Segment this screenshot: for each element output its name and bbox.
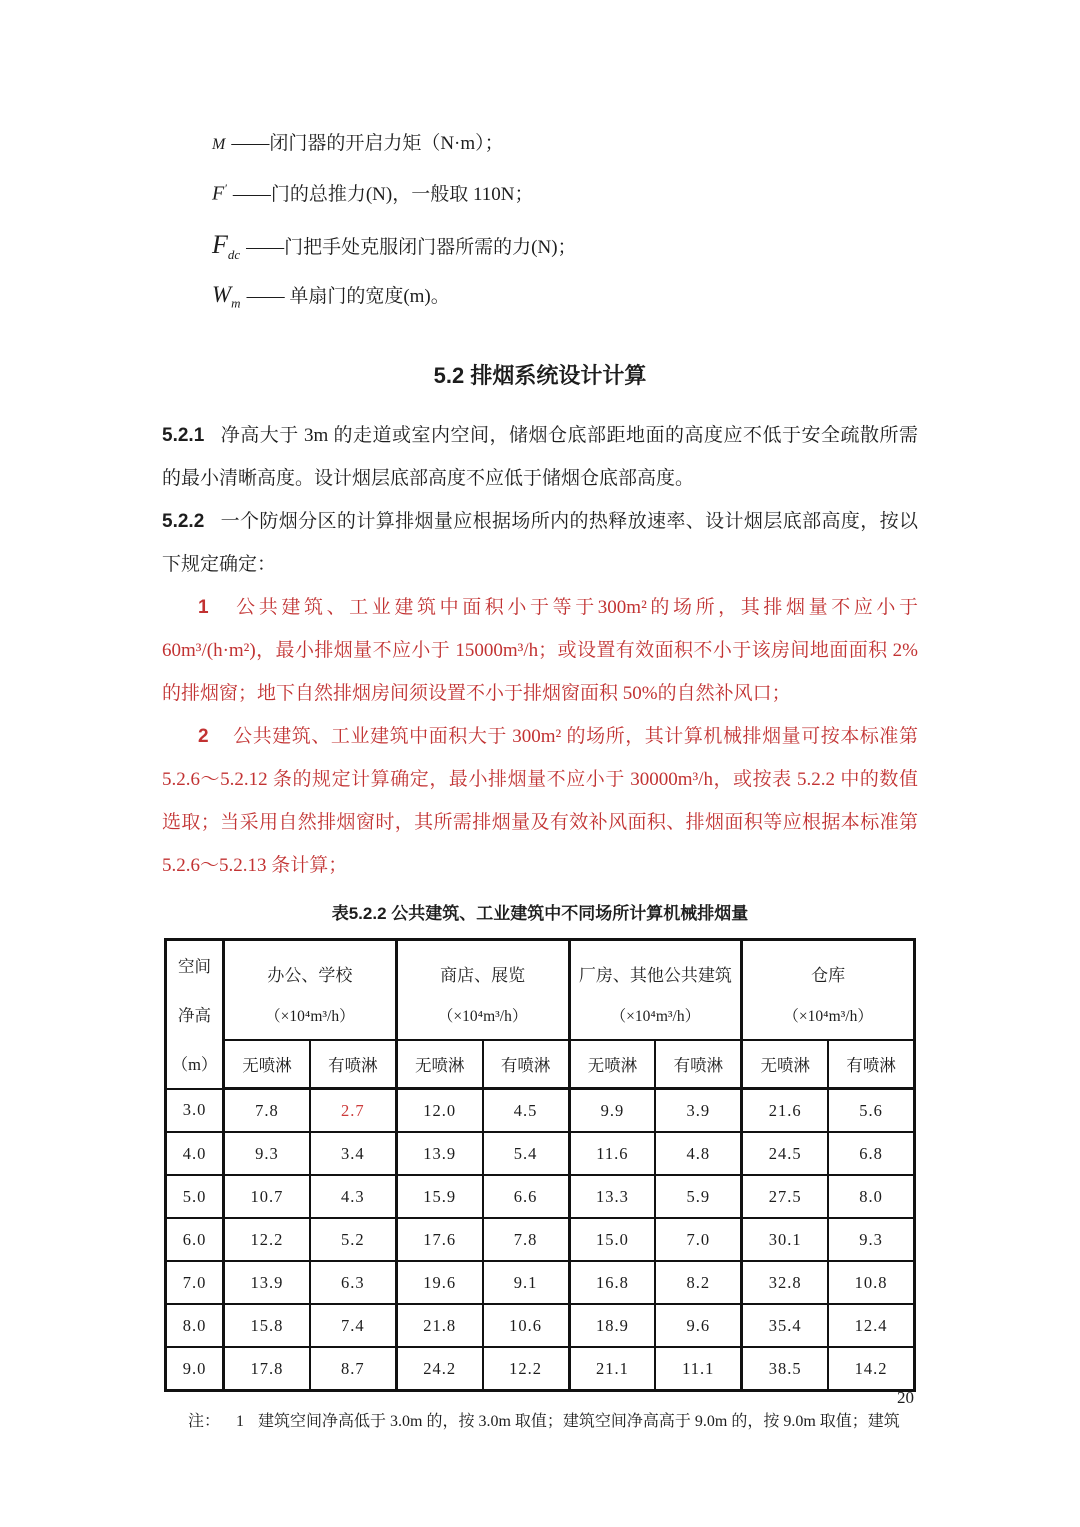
- value-cell: 18.9: [569, 1304, 655, 1347]
- clause-text: 净高大于 3m 的走道或室内空间，储烟仓底部距地面的高度应不低于安全疏散所需的最小清晰高度。设计烟层底部高度不应低于储烟仓底部高度。: [162, 425, 918, 489]
- definition-text: ——门把手处克服闭门器所需的力(N)；: [246, 237, 577, 258]
- value-cell: 24.5: [742, 1132, 828, 1175]
- symbol-letter: W: [212, 282, 232, 307]
- group-shop-exhibition: [396, 940, 569, 1041]
- value-cell: 7.0: [655, 1218, 741, 1261]
- value-cell: 5.6: [828, 1089, 914, 1133]
- value-cell: 21.1: [569, 1347, 655, 1391]
- table-title: 表5.2.2 公共建筑、工业建筑中不同场所计算机械排烟量: [331, 904, 749, 923]
- item-text: 公共建筑、工业建筑中面积小于等于300m²的场所，其排烟量不应小于60m³/(h·m²)，最小排烟量不应小于 15000m³/h；或设置有效面积不小于该房间地面面积 2%的排烟窗；地下自然排烟房间须设置不小于排烟窗面积 50%的自然补风口；: [162, 597, 918, 704]
- table-subheader-row: [166, 1040, 915, 1089]
- symbol-definitions: [162, 0, 918, 319]
- item-number: 2: [198, 726, 209, 747]
- table-5-2-2: [164, 938, 916, 1392]
- definition-text: ——闭门器的开启力矩（N·m）；: [231, 133, 504, 154]
- definition-F-prime: [212, 179, 918, 217]
- corner-cell: [166, 940, 224, 1089]
- corner-line-3: （m）: [171, 1055, 218, 1075]
- value-cell: 16.8: [569, 1261, 655, 1304]
- section-heading: 5.2 排烟系统设计计算: [433, 363, 647, 388]
- value-cell: 8.7: [310, 1347, 396, 1391]
- row-height-cell: 4.0: [166, 1132, 224, 1175]
- group-name: 仓库: [811, 965, 846, 985]
- item-number: 1: [198, 597, 209, 618]
- value-cell: 17.6: [396, 1218, 482, 1261]
- corner-line-1: 空间: [178, 957, 211, 977]
- clause-number: 5.2.2: [162, 511, 205, 532]
- note-text: 建筑空间净高低于 3.0m 的，按 3.0m 取值；建筑空间净高高于 9.0m 的，按 9.0m 取值；建筑: [258, 1413, 900, 1430]
- value-cell: 9.6: [655, 1304, 741, 1347]
- symbol-Fdc: [212, 230, 240, 263]
- note-label: 注：: [188, 1413, 221, 1430]
- prime-mark: ′: [224, 181, 227, 196]
- symbol-letter: F: [212, 183, 225, 205]
- group-name: 商店、展览: [440, 965, 526, 985]
- table-row: [166, 1089, 915, 1133]
- value-cell: 5.2: [310, 1218, 396, 1261]
- group-name: 办公、学校: [267, 965, 353, 985]
- table-row: [166, 1218, 915, 1261]
- value-cell: 14.2: [828, 1347, 914, 1391]
- value-cell: 9.1: [483, 1261, 569, 1304]
- value-cell: 10.8: [828, 1261, 914, 1304]
- note-number: 1: [236, 1413, 245, 1430]
- definition-M: [212, 128, 918, 166]
- group-unit: （×10⁴m³/h）: [265, 1007, 355, 1025]
- value-cell: 12.4: [828, 1304, 914, 1347]
- value-cell: 9.3: [224, 1132, 310, 1175]
- value-cell: 32.8: [742, 1261, 828, 1304]
- value-cell: 8.2: [655, 1261, 741, 1304]
- value-cell: 21.8: [396, 1304, 482, 1347]
- value-cell: 12.2: [483, 1347, 569, 1391]
- value-cell: 10.7: [224, 1175, 310, 1218]
- subheader-sprinkler: 有喷淋: [828, 1040, 914, 1089]
- row-height-cell: 7.0: [166, 1261, 224, 1304]
- value-cell: 7.8: [483, 1218, 569, 1261]
- value-cell: 38.5: [742, 1347, 828, 1391]
- table-row: [166, 1261, 915, 1304]
- table-note: [162, 1408, 918, 1431]
- value-cell: 15.9: [396, 1175, 482, 1218]
- value-cell: 11.6: [569, 1132, 655, 1175]
- definition-text: ——门的总推力(N)，一般取 110N；: [232, 184, 534, 205]
- clause-5-2-1: [162, 414, 918, 500]
- value-cell: 6.3: [310, 1261, 396, 1304]
- value-cell: 7.8: [224, 1089, 310, 1133]
- subheader-no-sprinkler: 无喷淋: [224, 1040, 310, 1089]
- value-cell: 5.4: [483, 1132, 569, 1175]
- group-warehouse: [742, 940, 915, 1041]
- group-factory-public: [569, 940, 742, 1041]
- value-cell: 4.3: [310, 1175, 396, 1218]
- value-cell: 15.0: [569, 1218, 655, 1261]
- value-cell: 17.8: [224, 1347, 310, 1391]
- group-unit: （×10⁴m³/h）: [610, 1007, 701, 1025]
- value-cell: 4.5: [483, 1089, 569, 1133]
- symbol-subscript: dc: [227, 247, 241, 263]
- group-unit: （×10⁴m³/h）: [437, 1007, 528, 1025]
- value-cell-red: 2.7: [310, 1089, 396, 1133]
- definition-Fdc: [212, 230, 918, 268]
- value-cell: 13.9: [224, 1261, 310, 1304]
- definition-Wm: [212, 281, 918, 319]
- table-row: [166, 1175, 915, 1218]
- value-cell: 5.9: [655, 1175, 741, 1218]
- value-cell: 24.2: [396, 1347, 482, 1391]
- group-unit: （×10⁴m³/h）: [783, 1007, 873, 1025]
- value-cell: 12.0: [396, 1089, 482, 1133]
- value-cell: 19.6: [396, 1261, 482, 1304]
- group-office-school: [224, 940, 397, 1041]
- group-name: 厂房、其他公共建筑: [578, 965, 732, 985]
- value-cell: 4.8: [655, 1132, 741, 1175]
- value-cell: 10.6: [483, 1304, 569, 1347]
- value-cell: 15.8: [224, 1304, 310, 1347]
- definition-text: —— 单扇门的宽度(m)。: [246, 286, 450, 307]
- symbol-M: [212, 136, 225, 154]
- value-cell: 9.3: [828, 1218, 914, 1261]
- row-height-cell: 9.0: [166, 1347, 224, 1391]
- value-cell: 21.6: [742, 1089, 828, 1133]
- value-cell: 8.0: [828, 1175, 914, 1218]
- subheader-sprinkler: 有喷淋: [483, 1040, 569, 1089]
- value-cell: 9.9: [569, 1089, 655, 1133]
- subheader-no-sprinkler: 无喷淋: [396, 1040, 482, 1089]
- table-row: [166, 1347, 915, 1391]
- row-height-cell: 3.0: [166, 1089, 224, 1133]
- page-number: 20: [897, 1388, 914, 1407]
- subheader-no-sprinkler: 无喷淋: [569, 1040, 655, 1089]
- value-cell: 13.9: [396, 1132, 482, 1175]
- value-cell: 7.4: [310, 1304, 396, 1347]
- subheader-sprinkler: 有喷淋: [655, 1040, 741, 1089]
- value-cell: 30.1: [742, 1218, 828, 1261]
- row-height-cell: 8.0: [166, 1304, 224, 1347]
- table-row: [166, 1132, 915, 1175]
- value-cell: 6.8: [828, 1132, 914, 1175]
- clause-number: 5.2.1: [162, 425, 205, 446]
- symbol-F-prime: [212, 181, 227, 206]
- table-row: [166, 1304, 915, 1347]
- value-cell: 11.1: [655, 1347, 741, 1391]
- value-cell: 13.3: [569, 1175, 655, 1218]
- row-height-cell: 5.0: [166, 1175, 224, 1218]
- value-cell: 12.2: [224, 1218, 310, 1261]
- clause-5-2-2-item-2: [162, 715, 918, 887]
- symbol-letter: F: [212, 230, 228, 259]
- item-text: 公共建筑、工业建筑中面积大于 300m² 的场所，其计算机械排烟量可按本标准第 5.2.6～5.2.12 条的规定计算确定，最小排烟量不应小于 30000m³/h，或按表 5.2.2 中的数值选取；当采用自然排烟窗时，其所需排烟量及有效补风面积、排烟面积等应根据本标准第 5.2.6～5.2.13 条计算；: [162, 726, 918, 876]
- clause-5-2-2-item-1: [162, 586, 918, 715]
- subheader-no-sprinkler: 无喷淋: [742, 1040, 828, 1089]
- table-group-header-row: [166, 940, 915, 1041]
- row-height-cell: 6.0: [166, 1218, 224, 1261]
- value-cell: 3.9: [655, 1089, 741, 1133]
- subheader-sprinkler: 有喷淋: [310, 1040, 396, 1089]
- value-cell: 35.4: [742, 1304, 828, 1347]
- value-cell: 3.4: [310, 1132, 396, 1175]
- symbol-letter: M: [212, 136, 226, 153]
- clause-5-2-2: [162, 500, 918, 586]
- symbol-subscript: m: [231, 295, 241, 311]
- clause-text: 一个防烟分区的计算排烟量应根据场所内的热释放速率、设计烟层底部高度，按以下规定确定：: [162, 511, 918, 575]
- value-cell: 6.6: [483, 1175, 569, 1218]
- corner-stack: [167, 941, 222, 1087]
- corner-line-2: 净高: [178, 1006, 211, 1026]
- symbol-Wm: [212, 282, 241, 312]
- value-cell: 27.5: [742, 1175, 828, 1218]
